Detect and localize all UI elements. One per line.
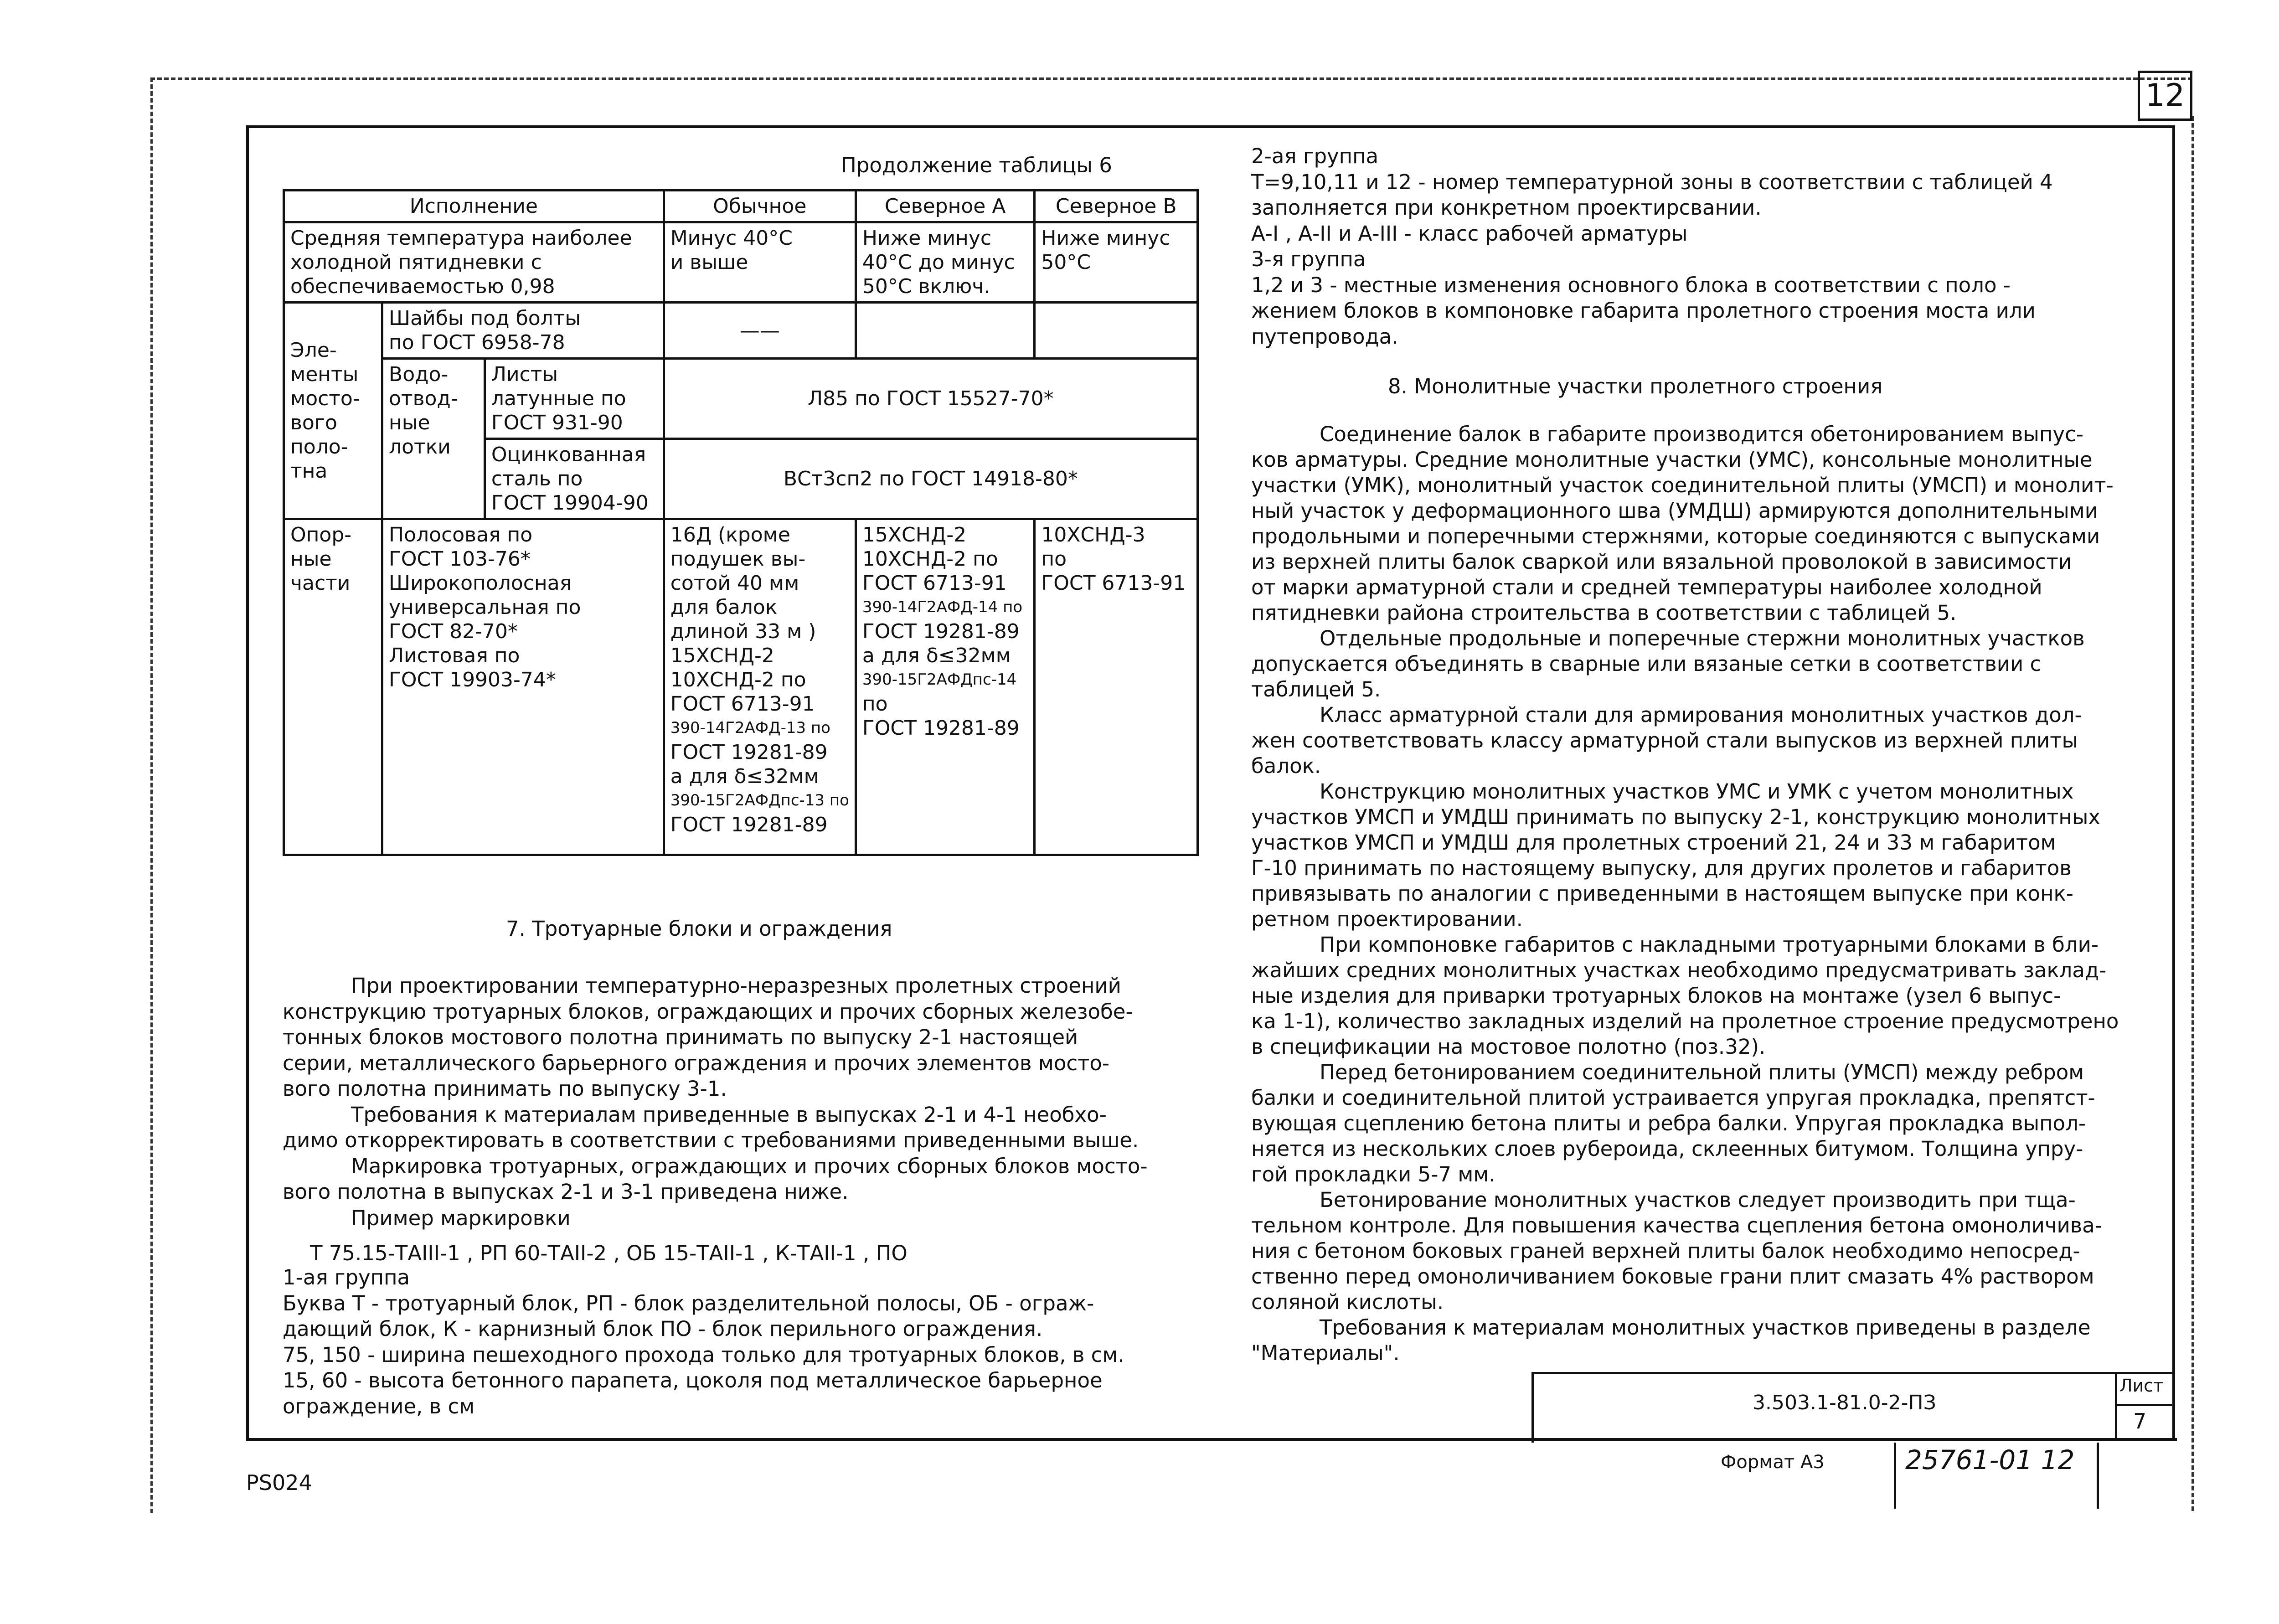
support-north-b: 10ХСНД-3 по ГОСТ 6713-91 <box>1035 519 1198 855</box>
table-row-washers <box>284 303 1198 359</box>
sheet-corner-box <box>2138 71 2192 121</box>
sheet-number: 7 <box>2133 1409 2147 1433</box>
table-row-brass <box>284 359 1198 439</box>
support-north-a: 15ХСНД-2 10ХСНД-2 по ГОСТ 6713-91 390-14Г2АФД-14 по ГОСТ 19281-89 а для δ≤32мм 390-15Г2АФДпс-14 по ГОСТ 19281-89 <box>856 519 1034 855</box>
frame-top-line <box>246 125 2175 128</box>
dashed-border-right <box>2191 116 2194 1511</box>
header-normal: Обычное <box>664 191 856 222</box>
temp-label: Средняя температура наиболее холодной пятидневки с обеспечиваемостью 0,98 <box>284 222 664 303</box>
support-desc: Полосовая по ГОСТ 103-76* Широкополосная универсальная по ГОСТ 82-70* Листовая по ГОСТ 19903-74* <box>382 519 664 855</box>
support-label: Опор- ные части <box>284 519 382 855</box>
marking-example: Т 75.15-ТАIII-1 , РП 60-ТАII-2 , ОБ 15-ТАII-1 , К-ТАII-1 , ПО <box>310 1241 907 1265</box>
galv-label: Оцинкованная сталь по ГОСТ 19904-90 <box>485 439 664 519</box>
format-label: Формат А3 <box>1721 1452 1825 1473</box>
drain-label: Водо- отвод- ные лотки <box>382 359 485 519</box>
section8-text: Соединение балок в габарите производится обетонированием выпус- ков арматуры. Средние монолитные участки (УМС), консольные монолитные участки (УМК), монолитный участок соединительной плиты (УМСП) и монолит- ный участок у деформационного шва (УМДШ) армируются дополнительными продольными и поперечными стержнями, которые соединяются с выпусками из верхней плиты балок сваркой или вязальной проволокой в зависимости от марки арматурной стали и средней температуры наиболее холодной пятидневки района строительства в соответствии с таблицей 5. Отдельные продольные и поперечные стержни монолитных участков допускается объединять в сварные или вязаные сетки в соответствии с таблицей 5. Класс арматурной стали для армирования монолитных участков дол- жен соответствовать классу арматурной стали выпусков из верхней плиты балок. Конструкцию монолитных участков УМС и УМК с учетом монолитных участков УМСП и УМДШ принимать по выпуску 2-1, конструкцию монолитных участков УМСП и УМДШ для пролетных строений 21, 24 и 33 м габаритом Г-10 принимать по настоящему выпуску, для других пролетов и габаритов привязывать по аналогии с приведенными в настоящем выпуске при конк- ретном проектировании. При компоновке габаритов с накладными тротуарными блоками в бли- жайших средних монолитных участках необходимо предусматривать заклад- ные изделия для приварки тротуарных блоков на монтаже (узел 6 выпус- ка 1-1), количество закладных изделий на пролетное строение предусмотрено в спецификации на мостовое полотно (поз.32). Перед бетонированием соединительной плиты (УМСП) между ребром балки и соединительной плитой устраивается упругая прокладка, препятст- вующая сцеплению бетона плиты и ребра балки. Упругая прокладка выпол- няется из нескольких слоев рубероида, склеенных битумом. Толщина упру- гой прокладки 5-7 мм. Бетонирование монолитных участков следует производить при тща- тельном контроле. Для повышения качества сцепления бетона омоноличива- ния с бетоном боковых граней верхней плиты балок необходимо непосред- ственно перед омоноличиванием боковые грани плит смазать 4% раствором соляной кислоты. Требования к материалам монолитных участков приведены в разделе "Материалы". <box>1251 422 2119 1365</box>
washers-value: —— <box>664 303 856 359</box>
temp-north-b: Ниже минус 50°С <box>1035 222 1198 303</box>
header-execution: Исполнение <box>284 191 664 222</box>
dashed-border-left <box>150 77 153 1513</box>
brass-label: Листы латунные по ГОСТ 931-90 <box>485 359 664 439</box>
document-designation: 3.503.1-81.0-2-ПЗ <box>1753 1391 1936 1414</box>
sheet-corner-number: 12 <box>2145 77 2185 113</box>
header-north-a: Северное А <box>856 191 1034 222</box>
marking-title: Пример маркировки <box>351 1206 571 1230</box>
washers-label: Шайбы под болты по ГОСТ 6958-78 <box>382 303 664 359</box>
bridge-deck-label: Эле- менты мосто- вого поло- тна <box>284 303 382 519</box>
section8-title: 8. Монолитные участки пролетного строения <box>1388 374 1883 398</box>
temp-north-a: Ниже минус 40°С до минус 50°С включ. <box>856 222 1034 303</box>
support-normal: 16Д (кроме подушек вы- сотой 40 мм для балок длиной 33 м ) 15ХСНД-2 10ХСНД-2 по ГОСТ 6713-91 390-14Г2АФД-13 по ГОСТ 19281-89 а для δ≤32мм 390-15Г2АФДпс-13 по ГОСТ 19281-89 <box>664 519 856 855</box>
table-header-row <box>284 191 1198 222</box>
section7-title: 7. Тротуарные блоки и ограждения <box>506 917 892 941</box>
title-block-sheet-divider <box>2115 1404 2172 1406</box>
table-row-temperature <box>284 222 1198 303</box>
washers-empty <box>856 303 1034 359</box>
table-row-supports <box>284 519 1198 855</box>
stamp-code: PS024 <box>246 1470 312 1495</box>
temp-normal: Минус 40°С и выше <box>664 222 856 303</box>
title-block-divider <box>2115 1372 2117 1440</box>
header-north-b: Северное В <box>1035 191 1198 222</box>
materials-table <box>283 189 1199 856</box>
table-caption: Продолжение таблицы 6 <box>841 153 1112 177</box>
dashed-border-top <box>150 77 2192 80</box>
section7-text: При проектировании температурно-неразрезных пролетных строений конструкцию тротуарных блоков, ограждающих и прочих сборных железобе- тонных блоков мостового полотна принимать по выпуску 2-1 настоящей серии, металлического барьерного ограждения и прочих элементов мосто- вого полотна принимать по выпуску 3-1. Требования к материалам приведенные в выпусках 2-1 и 4-1 необхо- димо откорректировать в соответствии с требованиями приведенными выше. Маркировка тротуарных, ограждающих и прочих сборных блоков мосто- вого полотна в выпусках 2-1 и 3-1 приведена ниже. <box>283 974 1148 1204</box>
frame-right-line <box>2172 125 2175 1438</box>
washers-empty-2 <box>1035 303 1198 359</box>
groups-2-3-text: 2-ая группа Т=9,10,11 и 12 - номер температурной зоны в соответствии с таблицей 4 заполняется при конкретном проектирсвании. А-I , А-II и А-III - класс рабочей арматуры 3-я группа 1,2 и 3 - местные изменения основного блока в соответствии с поло - жением блоков в компоновке габарита пролетного строения моста или путепровода. <box>1251 144 2053 349</box>
handwritten-number: 25761-01 12 <box>1905 1444 2075 1475</box>
galv-value: ВСт3сп2 по ГОСТ 14918-80* <box>664 439 1197 519</box>
group1-text: 1-ая группа Буква Т - тротуарный блок, РП - блок разделительной полосы, ОБ - ограж- дающий блок, К - карнизный блок ПО - блок перильного ограждения. 75, 150 - ширина пешеходного прохода только для тротуарных блоков, в см. 15, 60 - высота бетонного парапета, цоколя под металлическое барьерное ограждение, в см <box>283 1265 1124 1418</box>
sheet-label: Лист <box>2119 1376 2164 1396</box>
brass-value: Л85 по ГОСТ 15527-70* <box>664 359 1197 439</box>
